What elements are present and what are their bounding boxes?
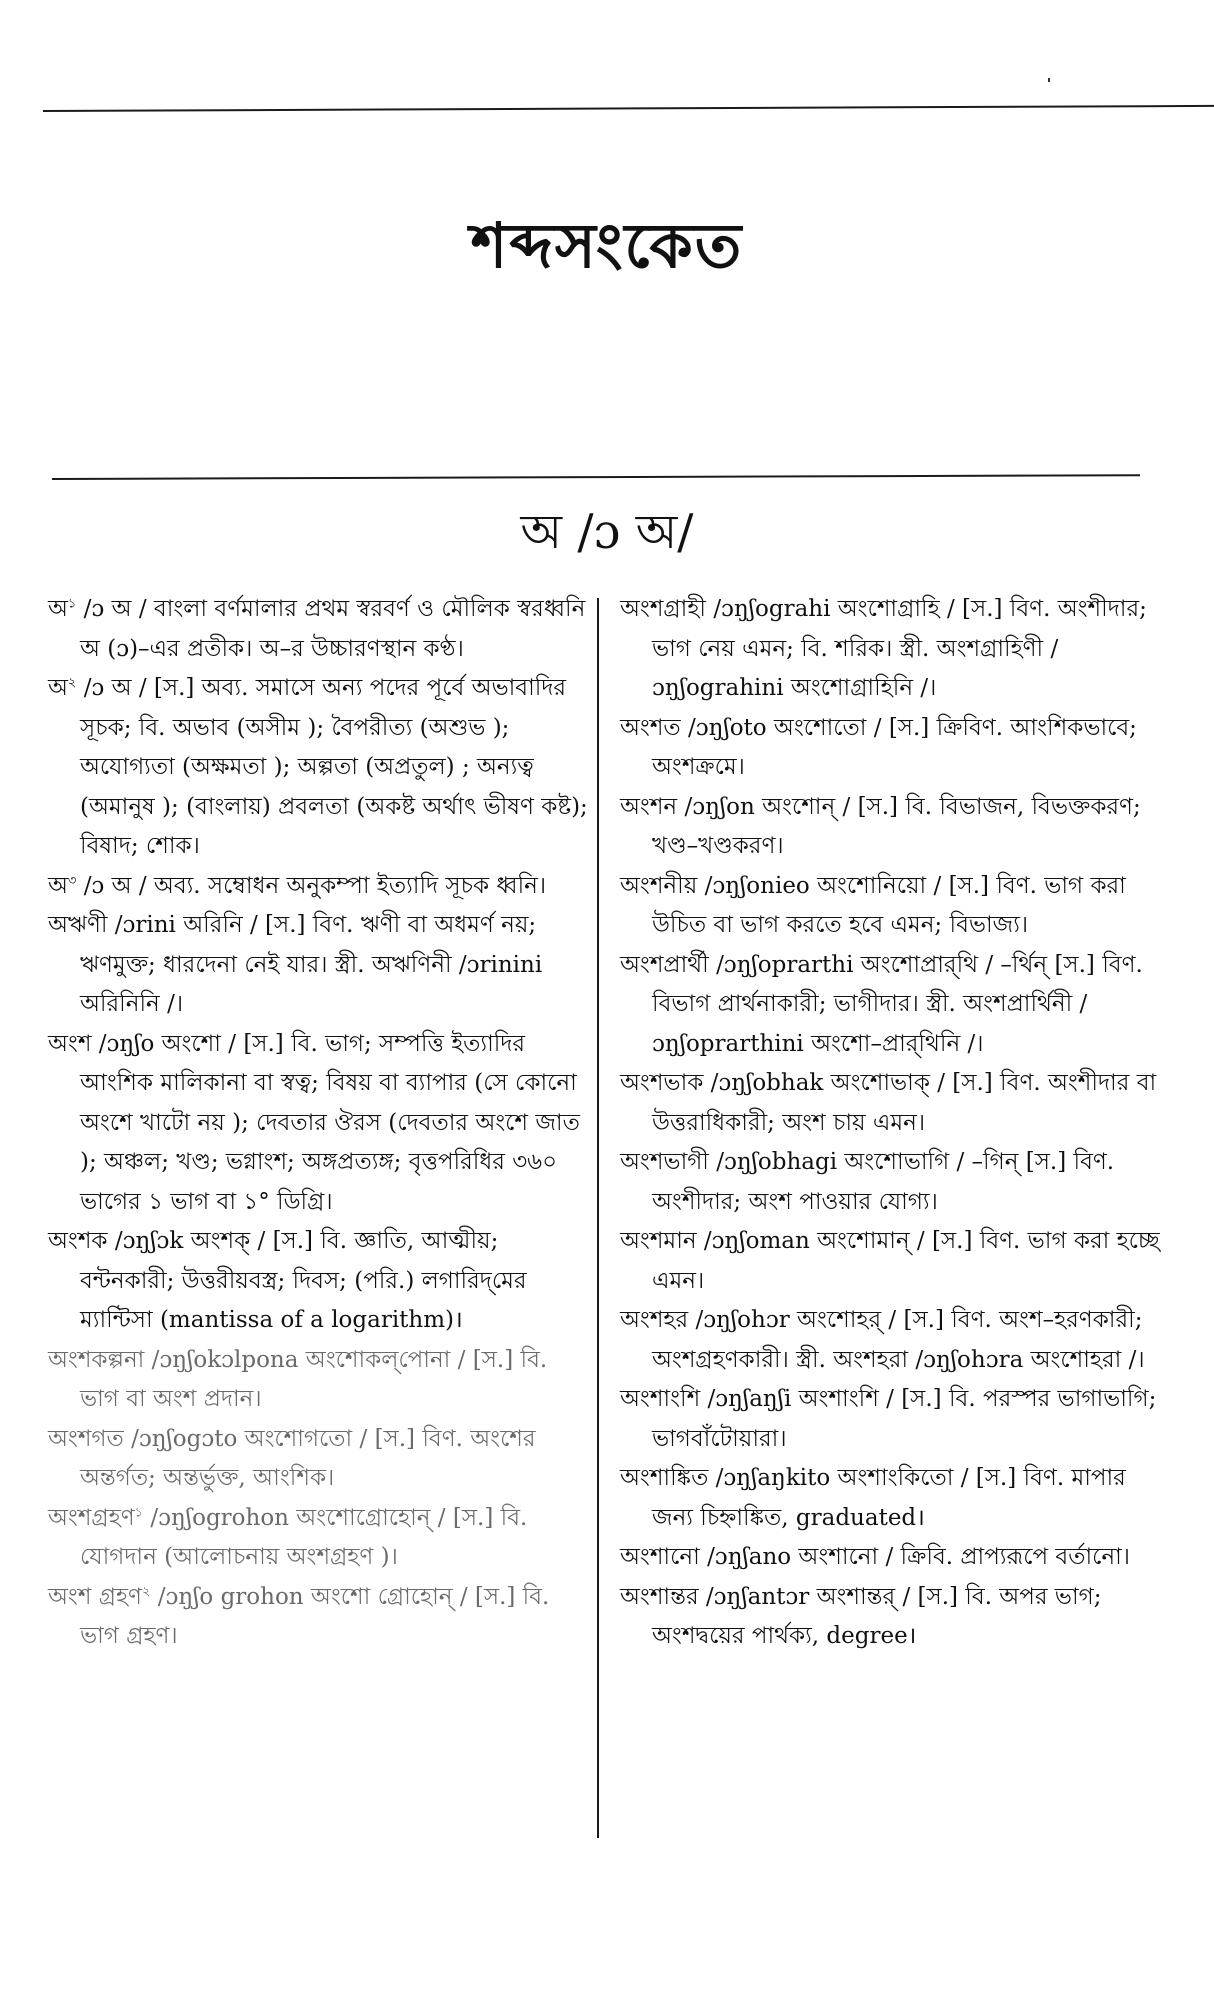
- entry-headword: অ$^১$: [48, 596, 77, 622]
- entry-headword: অংশকল্পনা: [48, 1346, 145, 1373]
- entry-headword: অংশান্তর: [620, 1583, 699, 1610]
- entry-headword: অংশগ্রাহী: [620, 596, 706, 622]
- entry-pronunciation: /ɔŋʃoman অংশোমান্ /: [703, 1228, 925, 1254]
- dictionary-entry: [620, 1459, 1160, 1538]
- entry-pronunciation: /ɔŋʃogɔto অংশোগতো /: [131, 1425, 368, 1452]
- entry-headword: অংশপ্রার্থী: [620, 951, 709, 978]
- entry-definition: [স.] বিণ. অংশীদার বা উত্তরাধিকারী; অংশ চায় এমন।: [652, 1070, 1157, 1136]
- dictionary-entry: [620, 1538, 1160, 1578]
- entry-definition: [স.] বি. বিভাজন, বিভক্তকরণ; খণ্ড–খণ্ডকরণ।: [652, 793, 1141, 859]
- entry-pronunciation: /ɔŋʃoto অংশোতো /: [688, 714, 882, 741]
- right-column: [620, 590, 1160, 1657]
- entry-definition: [স.] অব্য. সমাসে অন্য পদের পূর্বে অভাবাদির সূচক; বি. অভাব (অসীম ); বৈপরীত্য (অশুভ ); অযোগ্যতা (অক্ষমতা ); অল্পতা (অপ্রতুল) ; অন্যত্ব (অমানুষ ); (বাংলায়) প্রবলতা (অকষ্ট অর্থাৎ ভীষণ কষ্ট); বিষাদ; শোক।: [80, 675, 588, 859]
- dictionary-entry: [48, 1499, 588, 1578]
- entry-pronunciation: /ɔŋʃobhagi অংশোভাগি / –গিন্: [716, 1149, 1019, 1175]
- entry-definition: [স.] বি. ভাগ বা অংশ প্রদান।: [80, 1346, 548, 1412]
- left-column: [48, 590, 588, 1657]
- entry-pronunciation: /ɔŋʃohɔr অংশোহর্ /: [695, 1307, 897, 1333]
- entry-definition: [স.] বিণ. ভাগ করা হচ্ছে এমন।: [652, 1228, 1160, 1294]
- dictionary-entry: [48, 906, 588, 1025]
- dictionary-entry: [620, 946, 1160, 1065]
- entry-definition: [স.] বিণ. অংশীদার; অংশ পাওয়ার যোগ্য।: [652, 1149, 1115, 1215]
- section-rule: [52, 474, 1140, 480]
- entry-pronunciation: /ɔŋʃano অংশানো /: [707, 1544, 894, 1570]
- entry-definition: ক্রিবি. প্রাপ্যরূপে বর্তানো।: [900, 1544, 1130, 1570]
- entry-headword: অ$^৩$: [48, 872, 77, 899]
- dictionary-entry: [48, 1222, 588, 1341]
- entry-headword: অঋণী: [48, 912, 108, 938]
- entry-headword: অংশানো: [620, 1544, 700, 1570]
- entry-headword: অংশহর: [620, 1307, 689, 1333]
- dictionary-entry: [48, 669, 588, 867]
- entry-pronunciation: /ɔŋʃoprarthi অংশোপ্রার্‌থি / –র্থিন্: [716, 951, 1048, 978]
- entry-definition: [স.] বিণ. ঋণী বা অধমর্ণ নয়; ঋণমুক্ত; ধারদেনা নেই যার। স্ত্রী. অঋণিনী /ɔrinini অরিনিনি /।: [80, 912, 543, 1017]
- entry-definition: [স.] বিণ. বিভাগ প্রার্থনাকারী; ভাগীদার। স্ত্রী. অংশপ্রার্থিনী / ɔŋʃoprarthini অংশো–প্রার্‌থিনি /।: [652, 951, 1143, 1057]
- dictionary-entry: [620, 709, 1160, 788]
- entry-pronunciation: /ɔŋʃon অংশোন্ /: [684, 793, 851, 820]
- entry-definition: [স.] বিণ. অংশের অন্তর্গত; অন্তর্ভুক্ত, আংশিক।: [80, 1425, 536, 1491]
- entry-headword: অংশ গ্রহণ$^২$: [48, 1583, 151, 1610]
- entry-definition: [স.] ক্রিবিণ. আংশিকভাবে; অংশক্রমে।: [652, 714, 1137, 780]
- entry-definition: [স.] বি. জ্ঞাতি, আত্মীয়; বন্টনকারী; উত্তরীয়বস্ত্র; দিবস; (পরি.) লগারিদ্‌মের ম্যান্টিসা (mantissa of a logarithm)।: [80, 1228, 527, 1333]
- section-heading: অ /ɔ অ/: [520, 504, 694, 560]
- entry-pronunciation: /ɔŋʃogrohon অংশোগ্রোহোন্ /: [150, 1504, 446, 1531]
- entry-definition: [স.] বি. ভাগ; সম্পত্তি ইত্যাদির আংশিক মালিকানা বা স্বত্ব; বিষয় বা ব্যাপার (সে কোনো অংশে খাটো নয় ); দেবতার ঔরস (দেবতার অংশে জাত ); অঞ্চল; খণ্ড; ভগ্নাংশ; অঙ্গপ্রত্যঙ্গ; বৃত্তপরিধির ৩৬০ ভাগের ১ ভাগ বা ১° ডিগ্রি।: [80, 1030, 580, 1215]
- entry-definition: [স.] বি. যোগদান (আলোচনায় অংশগ্রহণ )।: [80, 1504, 528, 1570]
- entry-pronunciation: /ɔŋʃaŋʃi অংশাংশি /: [707, 1386, 894, 1412]
- entry-pronunciation: /ɔ অ /: [83, 596, 147, 622]
- dictionary-entry: [620, 867, 1160, 946]
- entry-sense-number: ২: [67, 675, 77, 691]
- entry-pronunciation: /ɔ অ /: [83, 675, 147, 701]
- entry-headword: অংশনীয়: [620, 872, 698, 899]
- entry-headword: অংশভাগী: [620, 1149, 709, 1175]
- entry-sense-number: ২: [141, 1583, 151, 1599]
- dictionary-entry: [48, 867, 588, 907]
- dictionary-entry: [620, 1222, 1160, 1301]
- entry-pronunciation: /ɔŋʃograhi অংশোগ্রাহি /: [713, 596, 955, 622]
- entry-headword: অংশন: [620, 793, 678, 820]
- entry-headword: অ$^২$: [48, 675, 77, 701]
- entry-headword: অংশভাক: [620, 1070, 704, 1096]
- entry-definition: [স.] বি. অপর ভাগ; অংশদ্বয়ের পার্থক্য, degree।: [652, 1583, 1102, 1649]
- entry-pronunciation: /ɔ অ /: [83, 872, 147, 899]
- dictionary-entry: [48, 1420, 588, 1499]
- entry-headword: অংশ: [48, 1030, 92, 1057]
- dictionary-entry: [48, 1025, 588, 1223]
- top-rule: [43, 105, 1214, 112]
- dictionary-entry: [620, 1143, 1160, 1222]
- dictionary-entry: [48, 1341, 588, 1420]
- dictionary-entry: [48, 1578, 588, 1657]
- entry-headword: অংশত: [620, 714, 681, 741]
- dictionary-entry: [620, 1064, 1160, 1143]
- entry-sense-number: ১: [67, 596, 77, 612]
- entry-pronunciation: /ɔrini অরিনি /: [114, 912, 258, 938]
- column-divider: [597, 598, 599, 1838]
- entry-pronunciation: /ɔŋʃantɔr অংশান্তর্ /: [705, 1583, 911, 1610]
- entry-pronunciation: /ɔŋʃɔk অংশক্ /: [114, 1228, 266, 1254]
- entry-sense-number: ৩: [67, 872, 77, 888]
- dictionary-entry: [620, 590, 1160, 709]
- scan-speck: [1048, 78, 1050, 82]
- entry-headword: অংশমান: [620, 1228, 697, 1254]
- entry-pronunciation: /ɔŋʃonieo অংশোনিয়ো /: [704, 872, 942, 899]
- entry-headword: অংশগত: [48, 1425, 124, 1452]
- entry-definition: [স.] বিণ. মাপার জন্য চিহ্নাঙ্কিত, graduated।: [652, 1465, 1126, 1531]
- entry-definition: [স.] বিণ. ভাগ করা উচিত বা ভাগ করতে হবে এমন; বিভাজ্য।: [652, 872, 1126, 938]
- entry-definition: অব্য. সম্বোধন অনুকম্পা ইত্যাদি সূচক ধ্বনি।: [153, 872, 547, 899]
- entry-definition: [স.] বিণ. অংশ–হরণকারী; অংশগ্রহণকারী। স্ত্রী. অংশহরা /ɔŋʃohɔra অংশোহরা /।: [652, 1307, 1145, 1373]
- entry-pronunciation: /ɔŋʃokɔlpona অংশোকল্‌পোনা /: [151, 1346, 466, 1373]
- entry-headword: অংশক: [48, 1228, 108, 1254]
- entry-pronunciation: /ɔŋʃaŋkito অংশাংকিতো /: [715, 1465, 969, 1491]
- entry-definition: [স.] বিণ. অংশীদার; ভাগ নেয় এমন; বি. শরিক। স্ত্রী. অংশগ্রাহিণী /ɔŋʃograhini অংশোগ্রাহিনি /।: [652, 596, 1147, 701]
- entry-sense-number: ১: [134, 1504, 144, 1520]
- dictionary-entry: [48, 590, 588, 669]
- dictionary-entry: [620, 1578, 1160, 1657]
- page-title: শব্দসংকেত: [470, 209, 744, 282]
- entry-definition: [স.] বি. ভাগ গ্রহণ।: [80, 1583, 550, 1649]
- entry-definition: [স.] বি. পরস্পর ভাগাভাগি; ভাগবাঁটোয়ারা।: [652, 1386, 1157, 1452]
- entry-definition: বাংলা বর্ণমালার প্রথম স্বরবর্ণ ও মৌলিক স্বরধ্বনি অ (ɔ)–এর প্রতীক। অ–র উচ্চারণস্থান কণ্ঠ।: [80, 596, 586, 662]
- dictionary-entry: [620, 1301, 1160, 1380]
- entry-pronunciation: /ɔŋʃo অংশো /: [98, 1030, 236, 1057]
- entry-headword: অংশগ্রহণ$^১$: [48, 1504, 144, 1531]
- entry-pronunciation: /ɔŋʃobhak অংশোভাক্ /: [710, 1070, 945, 1096]
- entry-headword: অংশাঙ্কিত: [620, 1465, 709, 1491]
- entry-headword: অংশাংশি: [620, 1386, 701, 1412]
- entry-pronunciation: /ɔŋʃo grohon অংশো গ্রোহোন্ /: [157, 1583, 468, 1610]
- dictionary-entry: [620, 1380, 1160, 1459]
- dictionary-entry: [620, 788, 1160, 867]
